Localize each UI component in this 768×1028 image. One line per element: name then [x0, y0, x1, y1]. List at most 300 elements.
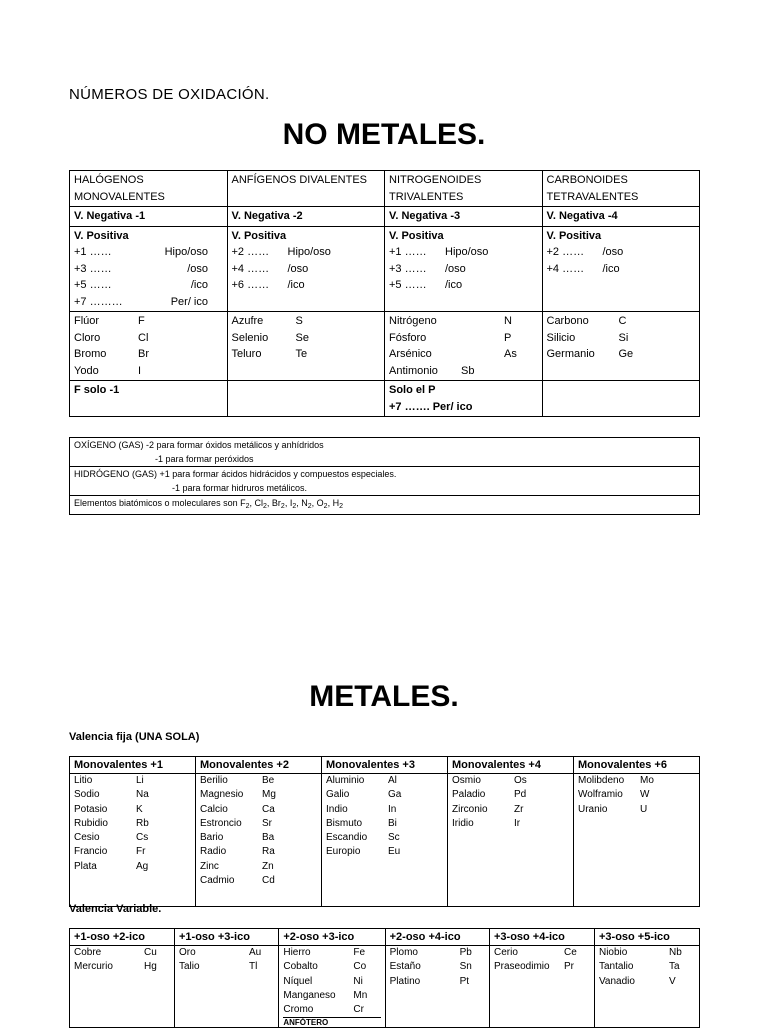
element-name: Estroncio: [200, 817, 242, 829]
element-symbol: Na: [136, 789, 149, 801]
element-name: Osmio: [452, 775, 481, 786]
positive-valence-label: V. Positiva: [74, 229, 129, 242]
element-row: [74, 774, 191, 788]
element-name: Cobalto: [283, 961, 318, 973]
element-symbol: Cu: [144, 947, 157, 958]
nonmetals-title: NO METALES.: [282, 118, 486, 151]
element-name: Berilio: [200, 775, 228, 786]
element-row: [599, 946, 695, 960]
element-symbol: Cd: [262, 875, 275, 887]
element-name: Germanio: [546, 348, 595, 360]
element-name: Oro: [179, 947, 196, 958]
element-row: [283, 946, 380, 960]
element-name: Carbono: [546, 315, 589, 327]
valence-value: +1 ……: [389, 246, 427, 258]
positive-valence-row: [389, 261, 538, 278]
element-name: Estaño: [389, 961, 421, 973]
element-row: [326, 845, 443, 859]
element-row: [390, 975, 485, 989]
column-body: [279, 946, 385, 1028]
element-symbol: Sb: [461, 364, 475, 377]
element-symbol: Ta: [668, 961, 680, 973]
element-row: [200, 803, 317, 817]
element-name: Sodio: [74, 789, 100, 801]
column-body: [385, 946, 489, 1028]
positive-valence-row: [74, 277, 223, 294]
element-name: Teluro: [231, 348, 262, 360]
valence-value: +3 ……: [389, 262, 427, 275]
group-name: ANFÍGENOS DIVALENTES: [231, 174, 367, 186]
element-row: [326, 803, 443, 817]
group-name-cell: [227, 171, 385, 207]
diatomic-line: Elementos biatómicos o moleculares son $F_2$, $Cl_2$, $Br_2$, $I_2$, $N_2$, $O_2$, $H_2$: [74, 498, 343, 510]
positive-valence-row: [547, 261, 696, 278]
element-row: [326, 831, 443, 845]
column-body: [175, 946, 279, 1028]
element-symbol: N: [504, 315, 512, 327]
element-row: [74, 946, 170, 960]
element-name: Escandio: [326, 832, 368, 844]
hydrogen-line-1: HIDRÓGENO (GAS) +1 para formar ácidos hidrácidos y compuestos especiales.: [74, 469, 397, 479]
element-symbol: Rb: [136, 817, 149, 829]
element-name: Francio: [74, 846, 108, 858]
element-name: Cobre: [74, 947, 102, 958]
element-symbol: Ba: [262, 832, 275, 844]
negative-valence: V. Negativa -1: [74, 210, 146, 222]
element-name: Tantalio: [598, 961, 634, 973]
column-header-text: +3-oso +4-ico: [493, 931, 565, 943]
element-name: Cloro: [74, 331, 101, 344]
column-body: [448, 774, 574, 907]
column-header-text: +3-oso +5-ico: [598, 931, 670, 943]
elements-cell: [385, 312, 543, 381]
note-cell: [385, 381, 543, 417]
positive-valence-label: V. Positiva: [231, 229, 287, 242]
negative-valence-cell: [385, 207, 543, 227]
positive-valence-row: [232, 244, 381, 261]
metals-title: METALES.: [309, 680, 459, 713]
element-row: [283, 960, 380, 974]
valence-value: +7 ………: [74, 295, 123, 308]
note-line: +7 ……. Per/ ico: [389, 400, 473, 413]
element-name: Vanadio: [598, 975, 635, 987]
column-body: [489, 946, 594, 1028]
element-name: Niobio: [598, 947, 628, 958]
element-name: Fósforo: [389, 331, 427, 344]
positive-valence-row: [547, 244, 696, 261]
element-symbol: Ni: [353, 975, 363, 987]
valence-suffix: /oso: [187, 262, 208, 275]
element-name: Calcio: [200, 803, 228, 815]
element-symbol: Ge: [618, 348, 634, 360]
element-row: [232, 330, 381, 347]
variable-body-row: [70, 946, 700, 1028]
element-row: [74, 363, 223, 380]
element-symbol: Fr: [136, 846, 146, 858]
element-name: Zinc: [200, 860, 219, 872]
element-name: Silicio: [546, 331, 576, 344]
element-symbol: C: [618, 315, 627, 327]
element-symbol: Ag: [136, 860, 149, 872]
element-name: Níquel: [283, 975, 313, 987]
element-row: [74, 803, 191, 817]
valence-suffix: Hipo/oso: [445, 246, 489, 258]
element-symbol: Zr: [514, 803, 524, 815]
element-name: Cerio: [493, 947, 518, 958]
column-body: [70, 946, 175, 1028]
element-row: [389, 313, 538, 330]
positive-valence-cell: [385, 226, 543, 312]
negative-valence-cell: [542, 207, 700, 227]
element-row: [200, 860, 317, 874]
fixed-valence-table: [69, 756, 700, 907]
element-symbol: F: [138, 315, 145, 327]
element-symbol: Si: [618, 331, 629, 344]
element-row: [74, 831, 191, 845]
element-row: [200, 817, 317, 831]
element-symbol: Fe: [353, 947, 366, 958]
element-name: Bromo: [74, 348, 107, 360]
valence-suffix: /oso: [602, 246, 624, 258]
element-name: Cesio: [74, 832, 100, 844]
element-row: [390, 946, 485, 960]
element-row: [179, 946, 274, 960]
special-elements-box: [69, 437, 700, 515]
element-symbol: Be: [262, 775, 275, 786]
element-symbol: Br: [138, 348, 149, 360]
element-row: [547, 330, 696, 347]
valence-suffix: /oso: [445, 262, 466, 275]
column-header: [279, 929, 385, 946]
positive-valence-row: [74, 294, 223, 311]
element-symbol: Cs: [136, 832, 149, 844]
fixed-header-row: [70, 757, 700, 774]
element-name: Rubidio: [74, 817, 108, 829]
element-row: [74, 330, 223, 347]
element-symbol: K: [136, 803, 143, 815]
positive-valence-row: [74, 244, 223, 261]
element-symbol: Hg: [144, 961, 157, 973]
element-symbol: Co: [353, 961, 367, 973]
element-name: Mercurio: [74, 961, 113, 973]
valence-suffix: Hipo/oso: [287, 246, 331, 258]
column-header-text: Monovalentes +6: [578, 759, 667, 771]
element-row: [283, 975, 380, 989]
nonmetals-row-note: [70, 381, 700, 417]
column-body: [322, 774, 448, 907]
element-symbol: Os: [514, 775, 527, 786]
valence-value: +6 ……: [231, 279, 270, 291]
element-name: Bismuto: [326, 817, 363, 829]
element-row: [179, 960, 274, 974]
element-name: Praseodimio: [493, 961, 550, 973]
positive-valence-cell: [70, 226, 228, 312]
element-row: [452, 788, 569, 802]
element-row: [200, 845, 317, 859]
element-row: [326, 817, 443, 831]
element-symbol: Sc: [388, 832, 400, 844]
element-symbol: Bi: [388, 817, 397, 829]
negative-valence: V. Negativa -2: [231, 210, 303, 222]
column-header-text: Monovalentes +2: [200, 759, 289, 771]
element-row: [390, 960, 485, 974]
group-name: HALÓGENOS MONOVALENTES: [74, 174, 165, 203]
valence-suffix: /ico: [445, 279, 463, 291]
valence-value: +3 ……: [74, 262, 112, 275]
column-header: [322, 757, 448, 774]
element-row: [578, 788, 695, 802]
valence-value: +1 ……: [74, 246, 112, 258]
valence-suffix: /oso: [287, 262, 309, 275]
element-row: [599, 975, 695, 989]
variable-valence-label: Valencia Variable.: [69, 903, 162, 915]
element-symbol: I: [138, 364, 142, 377]
column-body: [196, 774, 322, 907]
nonmetals-row-neg: [70, 207, 700, 227]
element-name: Aluminio: [326, 775, 365, 786]
element-symbol: Cl: [138, 331, 149, 344]
valence-suffix: /ico: [190, 279, 208, 291]
valence-value: +2 ……: [231, 246, 270, 258]
element-symbol: Au: [249, 947, 262, 958]
element-row: [494, 960, 590, 974]
element-symbol: Sr: [262, 817, 272, 829]
element-symbol: Sn: [459, 961, 472, 973]
column-header: [70, 929, 175, 946]
element-row: [74, 346, 223, 363]
note-cell: [227, 381, 385, 417]
positive-valence-cell: [227, 226, 385, 312]
element-row: [283, 1003, 380, 1017]
element-row: [74, 845, 191, 859]
element-name: Yodo: [74, 364, 99, 377]
positive-valence-row: [389, 244, 538, 261]
column-body: [574, 774, 700, 907]
element-name: Litio: [74, 775, 93, 786]
elements-cell: [542, 312, 700, 381]
valence-suffix: /ico: [602, 262, 620, 275]
note-cell: [542, 381, 700, 417]
note-cell: [70, 381, 228, 417]
column-header-text: +2-oso +3-ico: [283, 931, 355, 943]
positive-valence-row: [232, 261, 381, 278]
element-symbol: Nb: [668, 947, 682, 958]
positive-valence-cell: [542, 226, 700, 312]
element-symbol: Al: [388, 775, 397, 786]
valence-suffix: /ico: [287, 279, 305, 291]
group-name: CARBONOIDES TETRAVALENTES: [546, 174, 639, 203]
element-row: [452, 803, 569, 817]
element-name: Plomo: [389, 947, 418, 958]
extra-note: ANFÓTERO: [283, 1017, 380, 1027]
page-heading: NÚMEROS DE OXIDACIÓN.: [69, 86, 270, 103]
valence-value: +2 ……: [546, 246, 585, 258]
element-row: [74, 960, 170, 974]
element-name: Iridio: [452, 817, 474, 829]
element-name: Wolframio: [578, 789, 623, 801]
element-name: Talio: [179, 961, 200, 973]
element-row: [547, 313, 696, 330]
element-name: Galio: [326, 789, 350, 801]
element-symbol: Mo: [640, 775, 654, 786]
valence-value: +5 ……: [74, 279, 112, 291]
element-row: [389, 330, 538, 347]
nonmetals-row-pos: [70, 226, 700, 312]
valence-suffix: Per/ ico: [170, 295, 208, 308]
negative-valence-cell: [227, 207, 385, 227]
element-name: Cadmio: [200, 875, 235, 887]
nonmetals-row-name: [70, 171, 700, 207]
column-header: [70, 757, 196, 774]
element-name: Azufre: [231, 315, 264, 327]
valence-value: +4 ……: [231, 262, 270, 275]
oxygen-line-2: -1 para formar peróxidos: [155, 454, 254, 464]
positive-valence-row: [74, 261, 223, 278]
note-line: Solo el P: [389, 384, 436, 396]
valence-suffix: Hipo/oso: [164, 246, 208, 258]
note-line: F solo -1: [74, 384, 120, 396]
element-symbol: Eu: [388, 846, 401, 858]
element-symbol: Ca: [262, 803, 275, 815]
element-name: Paladio: [452, 789, 486, 801]
element-symbol: Te: [295, 348, 308, 360]
elements-cell: [70, 312, 228, 381]
group-name-cell: [542, 171, 700, 207]
fixed-body-row: [70, 774, 700, 907]
element-row: [578, 803, 695, 817]
element-row: [200, 774, 317, 788]
element-row: [452, 817, 569, 831]
nonmetals-row-el: [70, 312, 700, 381]
element-name: Manganeso: [283, 989, 336, 1001]
element-name: Bario: [200, 832, 224, 844]
element-symbol: Ce: [563, 947, 577, 958]
element-name: Magnesio: [200, 789, 244, 801]
element-row: [74, 860, 191, 874]
negative-valence: V. Negativa -3: [389, 210, 461, 222]
element-symbol: U: [640, 803, 648, 815]
element-row: [547, 346, 696, 363]
positive-valence-row: [232, 277, 381, 294]
element-symbol: Tl: [249, 961, 258, 973]
element-row: [494, 946, 590, 960]
column-header: [489, 929, 594, 946]
nonmetals-table: [69, 170, 700, 417]
column-body: [594, 946, 699, 1028]
element-name: Potasio: [74, 803, 108, 815]
column-header: [196, 757, 322, 774]
element-symbol: Pt: [459, 975, 470, 987]
column-header: [448, 757, 574, 774]
element-symbol: W: [640, 789, 650, 801]
element-row: [200, 788, 317, 802]
element-symbol: In: [388, 803, 397, 815]
column-header-text: +2-oso +4-ico: [389, 931, 461, 943]
element-symbol: Mg: [262, 789, 276, 801]
element-row: [389, 346, 538, 363]
element-symbol: Ir: [514, 817, 521, 829]
element-symbol: Cr: [353, 1004, 364, 1016]
variable-valence-table: [69, 928, 700, 1028]
valence-value: +5 ……: [389, 279, 427, 291]
element-row: [326, 788, 443, 802]
fixed-valence-label: Valencia fija (UNA SOLA): [69, 731, 200, 743]
element-row: [200, 874, 317, 888]
element-name: Radio: [200, 846, 227, 858]
negative-valence-cell: [70, 207, 228, 227]
column-header-text: Monovalentes +3: [326, 759, 415, 771]
positive-valence-label: V. Positiva: [389, 229, 444, 242]
element-name: Cromo: [283, 1004, 314, 1016]
element-symbol: Li: [136, 775, 144, 786]
group-name-cell: [385, 171, 543, 207]
hydrogen-line-2: -1 para formar hidruros metálicos.: [172, 483, 308, 493]
element-symbol: Ga: [388, 789, 402, 801]
elements-cell: [227, 312, 385, 381]
element-row: [232, 313, 381, 330]
element-row: [74, 788, 191, 802]
element-symbol: Ra: [262, 846, 275, 858]
column-header: [385, 929, 489, 946]
element-name: Indio: [326, 803, 348, 815]
column-header-text: Monovalentes +1: [74, 759, 163, 771]
element-symbol: Se: [295, 331, 309, 344]
column-header-text: Monovalentes +4: [452, 759, 541, 771]
element-symbol: Pr: [563, 961, 574, 973]
element-symbol: Mn: [353, 989, 368, 1001]
column-header: [175, 929, 279, 946]
element-row: [452, 774, 569, 788]
element-name: Uranio: [578, 803, 608, 815]
element-name: Antimonio: [389, 364, 438, 377]
group-name: NITROGENOIDES TRIVALENTES: [389, 174, 482, 203]
element-row: [389, 363, 538, 380]
element-row: [326, 774, 443, 788]
element-name: Molibdeno: [578, 775, 625, 786]
element-name: Platino: [389, 975, 421, 987]
element-symbol: V: [668, 975, 676, 987]
element-name: Flúor: [74, 315, 100, 327]
column-body: [70, 774, 196, 907]
oxygen-line-1: OXÍGENO (GAS) -2 para formar óxidos metálicos y anhídridos: [74, 440, 324, 450]
element-row: [74, 313, 223, 330]
column-header: [594, 929, 699, 946]
element-symbol: S: [295, 315, 303, 327]
element-name: Selenio: [231, 331, 269, 344]
group-name-cell: [70, 171, 228, 207]
valence-value: +4 ……: [546, 262, 585, 275]
negative-valence: V. Negativa -4: [546, 210, 618, 222]
element-name: Nitrógeno: [389, 315, 437, 327]
column-header: [574, 757, 700, 774]
element-symbol: As: [504, 348, 517, 360]
element-row: [599, 960, 695, 974]
element-row: [283, 989, 380, 1003]
element-symbol: Pd: [514, 789, 527, 801]
positive-valence-row: [389, 277, 538, 294]
element-name: Europio: [326, 846, 361, 858]
element-row: [200, 831, 317, 845]
element-name: Zirconio: [452, 803, 488, 815]
element-symbol: Zn: [262, 860, 274, 872]
element-row: [578, 774, 695, 788]
element-symbol: Pb: [459, 947, 472, 958]
variable-header-row: [70, 929, 700, 946]
element-name: Plata: [74, 860, 97, 872]
element-name: Hierro: [283, 947, 311, 958]
element-symbol: P: [504, 331, 512, 344]
element-row: [74, 817, 191, 831]
